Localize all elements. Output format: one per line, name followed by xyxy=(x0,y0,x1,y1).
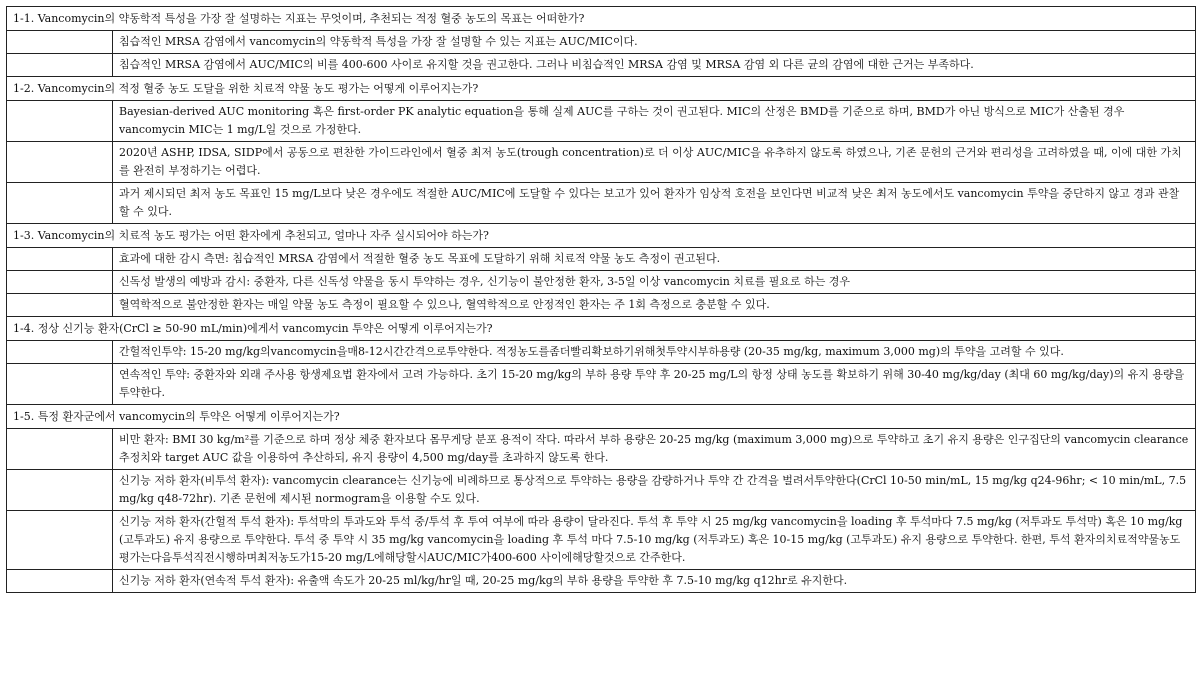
answer-row xyxy=(7,54,1196,77)
section-question-row xyxy=(7,77,1196,101)
row-gutter xyxy=(7,341,113,364)
answer-row xyxy=(7,470,1196,511)
vancomycin-guideline-document xyxy=(6,6,1196,593)
answer-cell: 과거 제시되던 최저 농도 목표인 15 mg/L보다 낮은 경우에도 적절한 AUC/MIC에 도달할 수 있다는 보고가 있어 환자가 임상적 호전을 보인다면 비교적 낮은 최저 농도에서도 vancomycin 투약을 중단하지 않고 경과 관찰할 수 있다. xyxy=(113,183,1196,224)
section-question-row xyxy=(7,7,1196,31)
section-question-row xyxy=(7,405,1196,429)
row-gutter xyxy=(7,429,113,470)
answer-row xyxy=(7,341,1196,364)
guideline-table xyxy=(6,6,1196,593)
answer-cell: 혈역학적으로 불안정한 환자는 매일 약물 농도 측정이 필요할 수 있으나, 혈역학적으로 안정적인 환자는 주 1회 측정으로 충분할 수 있다. xyxy=(113,294,1196,317)
answer-cell: 비만 환자: BMI 30 kg/m²를 기준으로 하며 정상 체중 환자보다 몸무게당 분포 용적이 작다. 따라서 부하 용량은 20-25 mg/kg (maximum 3,000 mg)으로 투약하고 초기 유지 용량은 인구집단의 vancomycin clearance 추정치와 target AUC 값을 이용하여 추산하되, 유지 용량이 4,500 mg/day를 초과하지 않도록 한다. xyxy=(113,429,1196,470)
section-question: 1-1. Vancomycin의 약동학적 특성을 가장 잘 설명하는 지표는 무엇이며, 추천되는 적정 혈중 농도의 목표는 어떠한가? xyxy=(7,7,1196,31)
answer-row xyxy=(7,294,1196,317)
answer-cell: 효과에 대한 감시 측면: 침습적인 MRSA 감염에서 적절한 혈중 농도 목표에 도달하기 위해 치료적 약물 농도 측정이 권고된다. xyxy=(113,248,1196,271)
answer-cell: 침습적인 MRSA 감염에서 AUC/MIC의 비를 400-600 사이로 유지할 것을 권고한다. 그러나 비침습적인 MRSA 감염 및 MRSA 감염 외 다른 균의 감염에 대한 근거는 부족하다. xyxy=(113,54,1196,77)
answer-row xyxy=(7,364,1196,405)
row-gutter xyxy=(7,570,113,593)
row-gutter xyxy=(7,470,113,511)
answer-cell: 간헐적인투약: 15-20 mg/kg의vancomycin을매8-12시간간격으로투약한다. 적정농도를좀더빨리확보하기위해첫투약시부하용량 (20-35 mg/kg, maximum 3,000 mg)의 투약을 고려할 수 있다. xyxy=(113,341,1196,364)
answer-row xyxy=(7,183,1196,224)
row-gutter xyxy=(7,294,113,317)
section-question: 1-3. Vancomycin의 치료적 농도 평가는 어떤 환자에게 추천되고, 얼마나 자주 실시되어야 하는가? xyxy=(7,224,1196,248)
answer-row xyxy=(7,248,1196,271)
row-gutter xyxy=(7,364,113,405)
section-question-row xyxy=(7,317,1196,341)
row-gutter xyxy=(7,54,113,77)
answer-cell: 2020년 ASHP, IDSA, SIDP에서 공동으로 편찬한 가이드라인에서 혈중 최저 농도(trough concentration)로 더 이상 AUC/MIC을 유추하지 않도록 하였으나, 기존 문헌의 근거와 편리성을 고려하였을 때, 이에 대한 가치를 완전히 부정하기는 어렵다. xyxy=(113,142,1196,183)
answer-cell: Bayesian-derived AUC monitoring 혹은 first-order PK analytic equation을 통해 실제 AUC를 구하는 것이 권고된다. MIC의 산정은 BMD를 기준으로 하며, BMD가 아닌 방식으로 MIC가 산출된 경우 vancomycin MIC는 1 mg/L일 것으로 가정한다. xyxy=(113,101,1196,142)
answer-row xyxy=(7,271,1196,294)
section-question: 1-5. 특정 환자군에서 vancomycin의 투약은 어떻게 이루어지는가? xyxy=(7,405,1196,429)
answer-row xyxy=(7,31,1196,54)
answer-row xyxy=(7,142,1196,183)
answer-cell: 침습적인 MRSA 감염에서 vancomycin의 약동학적 특성을 가장 잘 설명할 수 있는 지표는 AUC/MIC이다. xyxy=(113,31,1196,54)
row-gutter xyxy=(7,142,113,183)
row-gutter xyxy=(7,183,113,224)
section-question: 1-2. Vancomycin의 적정 혈중 농도 도달을 위한 치료적 약물 농도 평가는 어떻게 이루어지는가? xyxy=(7,77,1196,101)
answer-cell: 신독성 발생의 예방과 감시: 중환자, 다른 신독성 약물을 동시 투약하는 경우, 신기능이 불안정한 환자, 3-5일 이상 vancomycin 치료를 필요로 하는 경우 xyxy=(113,271,1196,294)
answer-cell: 신기능 저하 환자(비투석 환자): vancomycin clearance는 신기능에 비례하므로 통상적으로 투약하는 용량을 감량하거나 투약 간 간격을 벌려서투약한다(CrCl 10-50 min/mL, 15 mg/kg q24-96hr; < 10 min/mL, 7.5 mg/kg q48-72hr). 기존 문헌에 제시된 normogram을 이용할 수도 있다. xyxy=(113,470,1196,511)
answer-cell: 신기능 저하 환자(간헐적 투석 환자): 투석막의 투과도와 투석 중/투석 후 투여 여부에 따라 용량이 달라진다. 투석 후 투약 시 25 mg/kg vancomycin을 loading 후 투석마다 7.5 mg/kg (저투과도 투석막) 혹은 10 mg/kg (고투과도) 유지 용량으로 투약한다. 투석 중 투약 시 35 mg/kg vancomycin을 loading 후 투석 마다 7.5-10 mg/kg (저투과도) 혹은 10-15 mg/kg (고투과도) 유지 용량으로 투약한다. 한편, 투석 환자의치료적약물농도평가는다음투석직전시행하며최저농도가15-20 mg/L에해당할시AUC/MIC가400-600 사이에해당할것으로 간주한다. xyxy=(113,511,1196,570)
section-question: 1-4. 정상 신기능 환자(CrCl ≥ 50-90 mL/min)에게서 vancomycin 투약은 어떻게 이루어지는가? xyxy=(7,317,1196,341)
answer-cell: 신기능 저하 환자(연속적 투석 환자): 유출액 속도가 20-25 ml/kg/hr일 때, 20-25 mg/kg의 부하 용량을 투약한 후 7.5-10 mg/kg q12hr로 유지한다. xyxy=(113,570,1196,593)
row-gutter xyxy=(7,101,113,142)
row-gutter xyxy=(7,31,113,54)
row-gutter xyxy=(7,511,113,570)
row-gutter xyxy=(7,248,113,271)
answer-row xyxy=(7,511,1196,570)
answer-row xyxy=(7,570,1196,593)
answer-cell: 연속적인 투약: 중환자와 외래 주사용 항생제요법 환자에서 고려 가능하다. 초기 15-20 mg/kg의 부하 용량 투약 후 20-25 mg/L의 항정 상태 농도를 확보하기 위해 30-40 mg/kg/day (최대 60 mg/kg/day)의 유지 용량을 투약한다. xyxy=(113,364,1196,405)
section-question-row xyxy=(7,224,1196,248)
answer-row xyxy=(7,101,1196,142)
answer-row xyxy=(7,429,1196,470)
row-gutter xyxy=(7,271,113,294)
